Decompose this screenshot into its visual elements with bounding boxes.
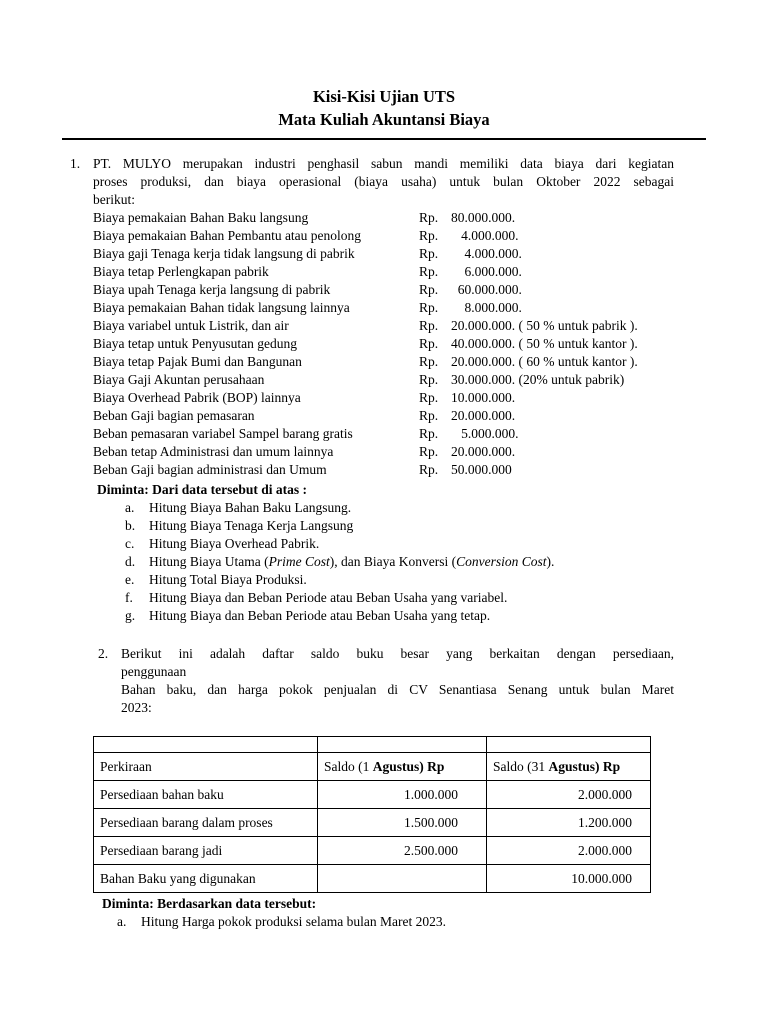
table-cell-empty (487, 737, 651, 753)
task-letter: a. (117, 914, 127, 929)
cost-amount: 50.000.000 (451, 462, 512, 477)
task-text: Hitung Harga pokok produksi selama bulan Maret 2023. (141, 914, 446, 929)
cost-row (93, 389, 713, 407)
q1-asked-heading: Diminta: Dari data tersebut di atas : (97, 482, 307, 497)
cost-row (93, 227, 713, 245)
balance-start: 2.500.000 (318, 837, 487, 865)
q2-intro-line3: Bahan baku, dan harga pokok penjualan di CV Senantiasa Senang untuk bulan Maret (121, 682, 674, 697)
cost-currency: Rp. (419, 462, 439, 477)
cost-currency: Rp. (419, 354, 439, 369)
table-row (94, 781, 651, 809)
cost-row (93, 425, 713, 443)
cost-currency: Rp. (419, 300, 439, 315)
q2-intro-line2: penggunaan (121, 664, 187, 679)
task-letter: f. (125, 590, 133, 605)
task-text: Hitung Biaya dan Beban Periode atau Beban Usaha yang tetap. (149, 608, 491, 623)
cost-amount: 4.000.000. (451, 246, 522, 261)
cost-amount: 20.000.000. (451, 444, 516, 459)
cost-item: Biaya pemakaian Bahan Baku langsung (93, 210, 309, 225)
table-cell-empty (94, 737, 318, 753)
cost-amount: 6.000.000. (451, 264, 522, 279)
account-name: Bahan Baku yang digunakan (94, 865, 318, 893)
cost-currency: Rp. (419, 426, 439, 441)
q2-intro-line4: 2023: (121, 700, 152, 715)
cost-currency: Rp. (419, 390, 439, 405)
balance-start: 1.500.000 (318, 809, 487, 837)
cost-amount: 20.000.000. (451, 408, 516, 423)
cost-amount: 30.000.000. (20% untuk pabrik) (451, 372, 625, 387)
task-text-emphasis: Conversion Cost (456, 554, 547, 569)
q1-number: 1. (70, 156, 81, 171)
cost-amount: 20.000.000. ( 50 % untuk pabrik ). (451, 318, 638, 333)
q2-asked-heading: Diminta: Berdasarkan data tersebut: (102, 896, 317, 911)
cost-row (93, 371, 713, 389)
table-cell-empty (318, 737, 487, 753)
header-text-part: Saldo (31 (493, 758, 549, 774)
cost-row (93, 335, 713, 353)
task-letter: c. (125, 536, 135, 551)
cost-item: Biaya upah Tenaga kerja langsung di pabrik (93, 282, 331, 297)
balance-end: 10.000.000 (487, 865, 651, 893)
title-divider (62, 138, 706, 140)
task-text (149, 553, 554, 571)
table-header-row (94, 753, 651, 781)
cost-amount: 60.000.000. (451, 282, 522, 297)
ledger-table (93, 736, 651, 893)
cost-row (93, 407, 713, 425)
cost-item: Beban Gaji bagian administrasi dan Umum (93, 462, 327, 477)
cost-amount: 4.000.000. (451, 228, 519, 243)
task-text: Hitung Biaya dan Beban Periode atau Beban Usaha yang variabel. (149, 590, 508, 605)
task-text-emphasis: Prime Cost (268, 554, 330, 569)
cost-item: Biaya variabel untuk Listrik, dan air (93, 318, 289, 333)
table-row (94, 865, 651, 893)
col-header-balance-end (487, 753, 651, 781)
cost-amount: 20.000.000. ( 60 % untuk kantor ). (451, 354, 638, 369)
cost-amount: 8.000.000. (451, 300, 522, 315)
task-text: Hitung Total Biaya Produksi. (149, 572, 307, 587)
balance-end: 2.000.000 (487, 837, 651, 865)
cost-item: Beban Gaji bagian pemasaran (93, 408, 255, 423)
cost-item: Biaya Gaji Akuntan perusahaan (93, 372, 265, 387)
task-text: Hitung Biaya Overhead Pabrik. (149, 536, 320, 551)
task-text-part: ), dan Biaya Konversi ( (329, 554, 457, 569)
account-name: Persediaan barang jadi (94, 837, 318, 865)
table-row (94, 809, 651, 837)
task-letter: e. (125, 572, 135, 587)
col-header-account: Perkiraan (94, 753, 318, 781)
table-blank-row (94, 737, 651, 753)
cost-row (93, 263, 713, 281)
cost-amount: 5.000.000. (451, 426, 519, 441)
cost-row (93, 245, 713, 263)
cost-currency: Rp. (419, 264, 439, 279)
balance-start (318, 865, 487, 893)
cost-item: Biaya gaji Tenaga kerja tidak langsung di pabrik (93, 246, 355, 261)
cost-item: Biaya tetap Perlengkapan pabrik (93, 264, 269, 279)
cost-item: Biaya Overhead Pabrik (BOP) lainnya (93, 390, 301, 405)
cost-currency: Rp. (419, 210, 439, 225)
doc-title-line1: Kisi-Kisi Ujian UTS (312, 87, 456, 106)
q1-intro-line2: proses produksi, dan biaya operasional (biaya usaha) untuk bulan Oktober 2022 sebagai (93, 174, 674, 189)
q1-intro-line3: berikut: (93, 192, 135, 207)
task-text-part: Hitung Biaya Utama ( (149, 554, 269, 569)
task-text: Hitung Biaya Bahan Baku Langsung. (149, 500, 352, 515)
account-name: Persediaan barang dalam proses (94, 809, 318, 837)
cost-item: Biaya pemakaian Bahan tidak langsung lainnya (93, 300, 350, 315)
header-text-bold: Agustus) Rp (548, 758, 621, 774)
cost-currency: Rp. (419, 246, 439, 261)
col-header-balance-start (318, 753, 487, 781)
doc-title-line2: Mata Kuliah Akuntansi Biaya (278, 110, 490, 129)
cost-item: Beban tetap Administrasi dan umum lainnya (93, 444, 334, 459)
cost-row (93, 443, 713, 461)
cost-item: Biaya tetap Pajak Bumi dan Bangunan (93, 354, 302, 369)
header-text-part: Saldo (1 (324, 758, 373, 774)
cost-row (93, 209, 713, 227)
balance-end: 2.000.000 (487, 781, 651, 809)
balance-end: 1.200.000 (487, 809, 651, 837)
cost-currency: Rp. (419, 228, 439, 243)
cost-currency: Rp. (419, 318, 439, 333)
task-letter: d. (125, 554, 136, 569)
header-text-bold: Agustus) Rp (372, 758, 445, 774)
q2-intro-line1: Berikut ini adalah daftar saldo buku besar yang berkaitan dengan persediaan, (121, 646, 674, 661)
cost-item: Biaya tetap untuk Penyusutan gedung (93, 336, 297, 351)
cost-row (93, 353, 713, 371)
cost-currency: Rp. (419, 336, 439, 351)
cost-currency: Rp. (419, 372, 439, 387)
q2-number: 2. (98, 646, 109, 661)
q1-intro-line1: PT. MULYO merupakan industri penghasil sabun mandi memiliki data biaya dari kegiatan (93, 156, 674, 171)
cost-amount: 40.000.000. ( 50 % untuk kantor ). (451, 336, 638, 351)
balance-start: 1.000.000 (318, 781, 487, 809)
task-letter: b. (125, 518, 136, 533)
cost-currency: Rp. (419, 408, 439, 423)
cost-item: Biaya pemakaian Bahan Pembantu atau penolong (93, 228, 362, 243)
cost-amount: 80.000.000. (451, 210, 516, 225)
cost-currency: Rp. (419, 282, 439, 297)
cost-row (93, 299, 713, 317)
cost-row (93, 317, 713, 335)
account-name: Persediaan bahan baku (94, 781, 318, 809)
cost-currency: Rp. (419, 444, 439, 459)
task-letter: a. (125, 500, 135, 515)
task-text-part: ). (546, 554, 555, 569)
cost-row (93, 281, 713, 299)
cost-item: Beban pemasaran variabel Sampel barang gratis (93, 426, 353, 441)
task-text: Hitung Biaya Tenaga Kerja Langsung (149, 518, 354, 533)
cost-amount: 10.000.000. (451, 390, 516, 405)
task-letter: g. (125, 608, 136, 623)
cost-row (93, 461, 713, 479)
table-row (94, 837, 651, 865)
